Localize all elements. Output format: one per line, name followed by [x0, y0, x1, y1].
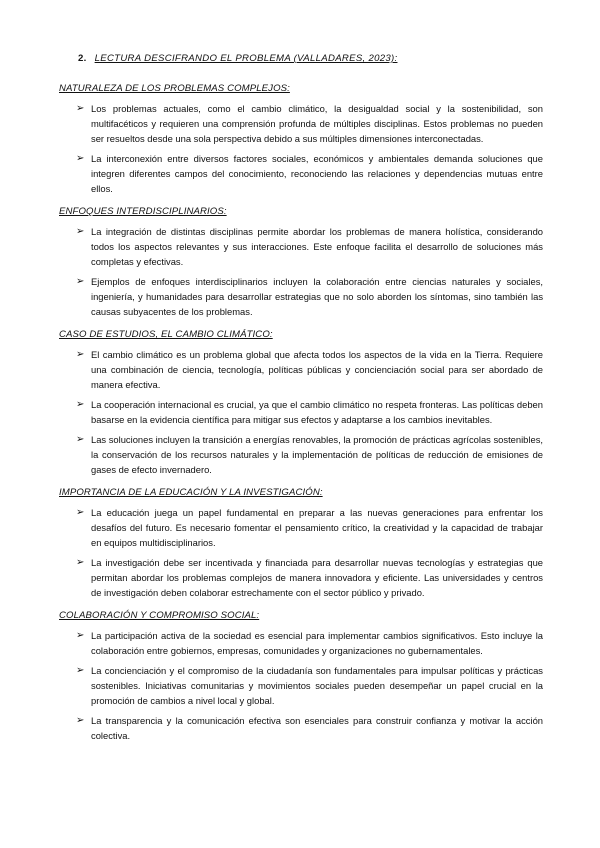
list-item: [59, 101, 543, 146]
list-item-text: La participación activa de la sociedad es esencial para implementar cambios significativos. Esto incluye la colaboración entre gobiernos, empresas, comunidades y organizaciones no gubernamentales.: [91, 630, 543, 656]
list-item: [59, 397, 543, 427]
section: [59, 205, 543, 319]
arrow-bullet-icon: ➢: [76, 557, 85, 568]
document-title: [78, 53, 397, 64]
list-item-text: Ejemplos de enfoques interdisciplinarios incluyen la colaboración entre ciencias naturales y sociales, ingeniería, y humanidades para desarrollar estrategias que no solo aborden los síntomas, sino también las causas subyacentes de los problemas.: [91, 276, 543, 317]
list-item: [59, 713, 543, 743]
list-item-text: El cambio climático es un problema global que afecta todos los aspectos de la vida en la Tierra. Requiere una combinación de ciencia, tecnología, políticas públicas y concienciación social para ser abordado de manera efectiva.: [91, 349, 543, 390]
section: [59, 609, 543, 743]
section-heading: NATURALEZA DE LOS PROBLEMAS COMPLEJOS:: [59, 83, 290, 94]
list-item-text: La integración de distintas disciplinas permite abordar los problemas de manera holística, considerando todos los aspectos relevantes y sus interacciones. Este enfoque facilita el desarrollo de soluciones más completas y efectivas.: [91, 226, 543, 267]
section: [59, 486, 543, 600]
arrow-bullet-icon: ➢: [76, 434, 85, 445]
section-heading: IMPORTANCIA DE LA EDUCACIÓN Y LA INVESTIGACIÓN:: [59, 487, 323, 498]
list-item-text: Las soluciones incluyen la transición a energías renovables, la promoción de prácticas agrícolas sostenibles, la conservación de los recursos naturales y la implementación de políticas de reducción de emisiones de gases de efecto invernadero.: [91, 434, 543, 475]
section-heading: COLABORACIÓN Y COMPROMISO SOCIAL:: [59, 610, 260, 621]
list-item: [59, 224, 543, 269]
arrow-bullet-icon: ➢: [76, 630, 85, 641]
list-item: [59, 663, 543, 708]
list-item-text: La educación juega un papel fundamental en preparar a las nuevas generaciones para enfrentar los desafíos del futuro. Es necesario fomentar el pensamiento crítico, la creatividad y la capacidad de trabajar en equipos multidisciplinarios.: [91, 507, 543, 548]
section-heading: CASO DE ESTUDIOS, EL CAMBIO CLIMÁTICO:: [59, 329, 273, 340]
list-item: [59, 347, 543, 392]
arrow-bullet-icon: ➢: [76, 226, 85, 237]
list-item-text: Los problemas actuales, como el cambio climático, la desigualdad social y la sostenibilidad, son multifacéticos y requieren una comprensión profunda de múltiples disciplinas. Estos problemas no pueden ser resueltos desde una sola perspectiva debido a sus múltiples dimensiones interconectadas.: [91, 103, 543, 144]
list-item-text: La investigación debe ser incentivada y financiada para desarrollar nuevas tecnologías y estrategias que permitan abordar los problemas complejos de manera innovadora y eficiente. Las universidades y centros de investigación deben colaborar estrechamente con el sector público y privado.: [91, 557, 543, 598]
arrow-bullet-icon: ➢: [76, 153, 85, 164]
title-number: 2.: [78, 53, 87, 64]
section-heading: ENFOQUES INTERDISCIPLINARIOS:: [59, 206, 227, 217]
list-item-text: La interconexión entre diversos factores sociales, económicos y ambientales demanda soluciones que integren diferentes campos del conocimiento, reconociendo las relaciones y dependencias mutuas entre ellos.: [91, 153, 543, 194]
arrow-bullet-icon: ➢: [76, 399, 85, 410]
list-item-text: La cooperación internacional es crucial, ya que el cambio climático no respeta fronteras. Las políticas deben basarse en la evidencia científica para mitigar sus efectos y adaptarse a los cambios inevitables.: [91, 399, 543, 425]
list-item: [59, 432, 543, 477]
list-item-text: La transparencia y la comunicación efectiva son esenciales para construir confianza y motivar la acción colectiva.: [91, 715, 543, 741]
title-text: LECTURA DESCIFRANDO EL PROBLEMA (VALLADARES, 2023):: [94, 53, 398, 64]
list-item: [59, 505, 543, 550]
arrow-bullet-icon: ➢: [76, 349, 85, 360]
list-item: [59, 628, 543, 658]
list-item: [59, 151, 543, 196]
arrow-bullet-icon: ➢: [76, 276, 85, 287]
list-item: [59, 555, 543, 600]
arrow-bullet-icon: ➢: [76, 715, 85, 726]
section: [59, 328, 543, 477]
list-item: [59, 274, 543, 319]
arrow-bullet-icon: ➢: [76, 665, 85, 676]
arrow-bullet-icon: ➢: [76, 507, 85, 518]
document-body: [59, 82, 543, 752]
section: [59, 82, 543, 196]
arrow-bullet-icon: ➢: [76, 103, 85, 114]
list-item-text: La concienciación y el compromiso de la ciudadanía son fundamentales para impulsar políticas y prácticas sostenibles. Iniciativas comunitarias y movimientos sociales pueden desempeñar un papel crucial en la promoción de cambios a nivel local y global.: [91, 665, 543, 706]
